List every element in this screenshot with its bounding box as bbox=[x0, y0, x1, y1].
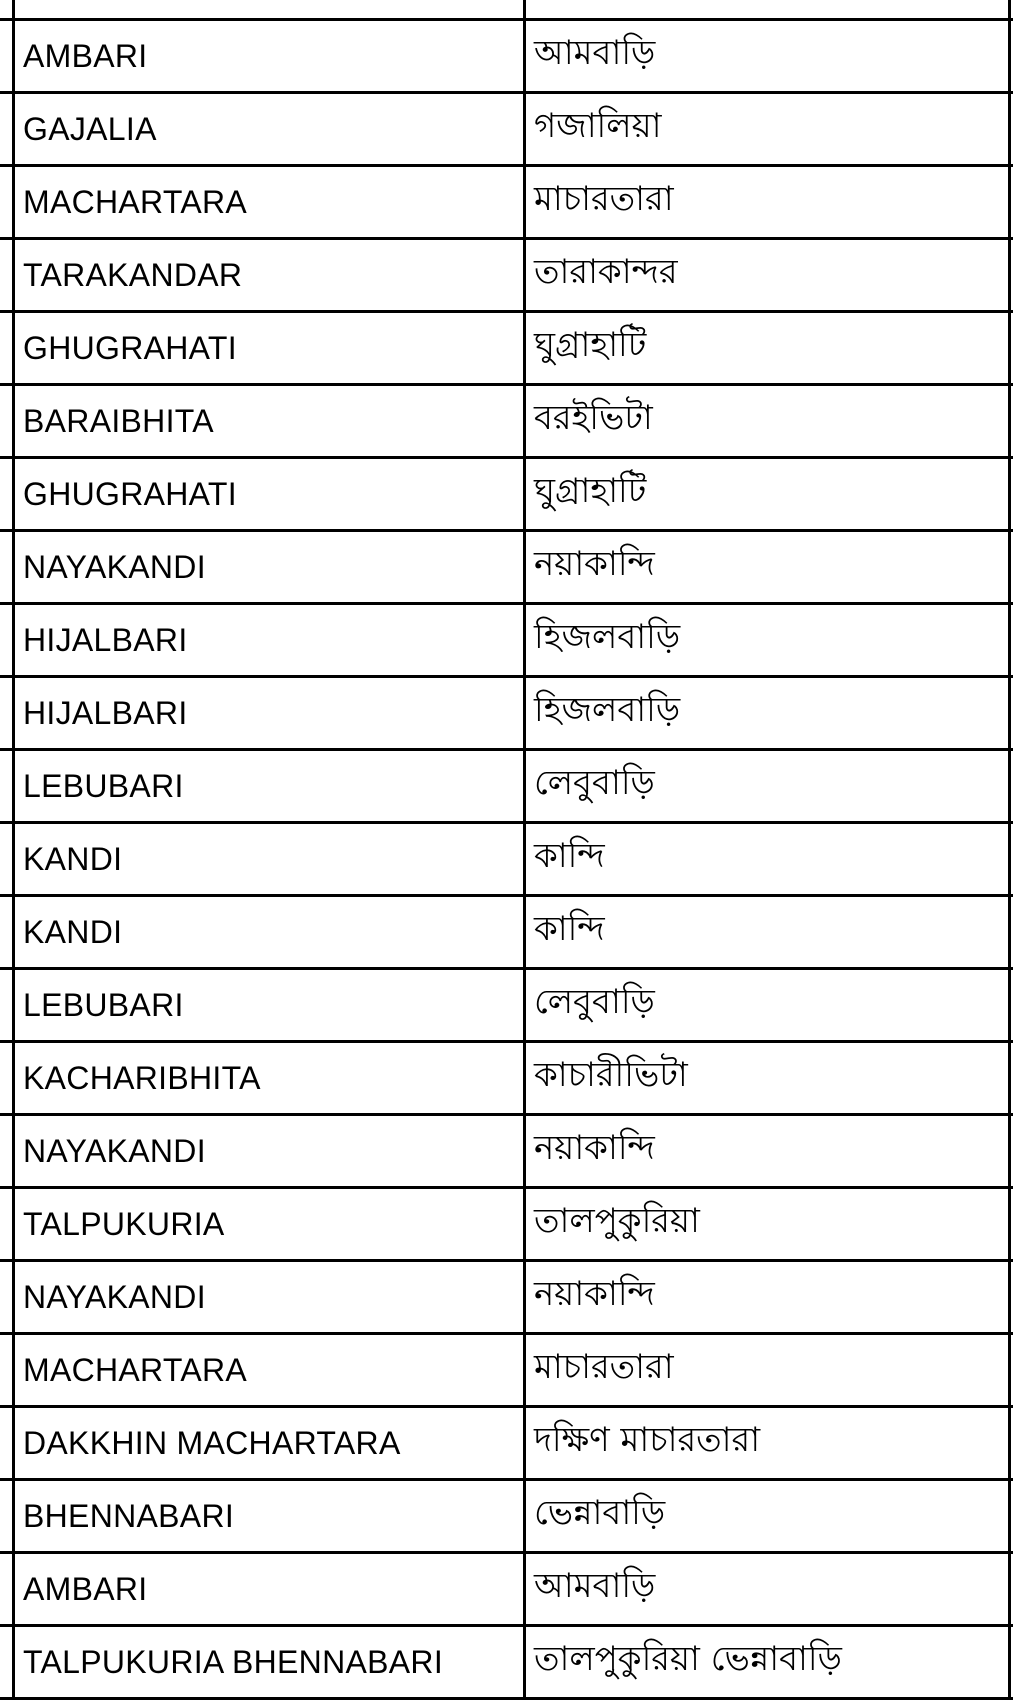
english-name-cell bbox=[14, 166, 525, 239]
table-row bbox=[0, 312, 1013, 385]
table-row bbox=[0, 969, 1013, 1042]
english-name-text: LEBUBARI bbox=[23, 986, 184, 1023]
bengali-name-text: হিজলবাড়ি bbox=[534, 690, 681, 730]
bengali-header-cell bbox=[525, 0, 1010, 20]
english-name-text: TALPUKURIA bbox=[23, 1205, 225, 1242]
bengali-name-text: ঘুগ্রাহাটি bbox=[534, 325, 647, 365]
left-edge-cell bbox=[0, 93, 14, 166]
bengali-name-cell bbox=[525, 1115, 1010, 1188]
english-name-text: DAKKHIN MACHARTARA bbox=[23, 1424, 401, 1461]
bengali-name-text: হিজলবাড়ি bbox=[534, 617, 681, 657]
bengali-name-cell bbox=[525, 385, 1010, 458]
bengali-name-text: কাচারীভিটা bbox=[534, 1055, 688, 1095]
bengali-name-cell bbox=[525, 896, 1010, 969]
left-edge-cell bbox=[0, 677, 14, 750]
table-row bbox=[0, 458, 1013, 531]
english-name-cell bbox=[14, 531, 525, 604]
table-row bbox=[0, 1626, 1013, 1699]
english-name-cell bbox=[14, 1626, 525, 1699]
bengali-name-cell bbox=[525, 93, 1010, 166]
english-name-text: HIJALBARI bbox=[23, 694, 188, 731]
right-edge-cell bbox=[1010, 896, 1013, 969]
bengali-name-text: তালপুকুরিয়া bbox=[534, 1201, 700, 1241]
english-name-text: NAYAKANDI bbox=[23, 1132, 206, 1169]
bengali-name-cell bbox=[525, 1261, 1010, 1334]
right-edge-cell bbox=[1010, 458, 1013, 531]
right-edge-cell bbox=[1010, 1042, 1013, 1115]
bengali-name-cell bbox=[525, 20, 1010, 93]
table-row bbox=[0, 1261, 1013, 1334]
bengali-name-cell bbox=[525, 312, 1010, 385]
left-edge-cell bbox=[0, 750, 14, 823]
left-edge-cell bbox=[0, 969, 14, 1042]
english-name-cell bbox=[14, 969, 525, 1042]
bengali-name-cell bbox=[525, 823, 1010, 896]
bengali-name-text: নয়াকান্দি bbox=[534, 1128, 655, 1168]
left-edge-cell bbox=[0, 385, 14, 458]
english-name-text: MACHARTARA bbox=[23, 183, 248, 220]
bengali-name-text: ঘুগ্রাহাটি bbox=[534, 471, 647, 511]
left-edge-cell bbox=[0, 1480, 14, 1553]
english-name-cell bbox=[14, 750, 525, 823]
table-row bbox=[0, 1334, 1013, 1407]
english-name-cell bbox=[14, 1480, 525, 1553]
bengali-name-text: দক্ষিণ মাচারতারা bbox=[534, 1420, 761, 1460]
english-name-text: BARAIBHITA bbox=[23, 402, 214, 439]
left-edge-cell bbox=[0, 239, 14, 312]
english-name-cell bbox=[14, 458, 525, 531]
right-edge-cell bbox=[1010, 823, 1013, 896]
table-row bbox=[0, 1042, 1013, 1115]
bengali-name-cell bbox=[525, 1042, 1010, 1115]
bengali-name-text: ভেন্নাবাড়ি bbox=[534, 1493, 666, 1533]
left-edge-cell bbox=[0, 1626, 14, 1699]
left-edge-cell bbox=[0, 20, 14, 93]
bengali-name-cell bbox=[525, 604, 1010, 677]
bengali-name-cell bbox=[525, 677, 1010, 750]
left-edge-cell bbox=[0, 166, 14, 239]
right-edge-cell bbox=[1010, 1553, 1013, 1626]
right-edge-cell bbox=[1010, 677, 1013, 750]
table-row bbox=[0, 1553, 1013, 1626]
right-edge-cell bbox=[1010, 1407, 1013, 1480]
right-edge-cell bbox=[1010, 1334, 1013, 1407]
table-row bbox=[0, 93, 1013, 166]
right-edge-cell bbox=[1010, 1480, 1013, 1553]
right-edge-cell bbox=[1010, 531, 1013, 604]
bengali-name-text: গজালিয়া bbox=[534, 106, 662, 146]
bengali-name-cell bbox=[525, 239, 1010, 312]
english-name-cell bbox=[14, 823, 525, 896]
bengali-name-text: মাচারতারা bbox=[534, 1347, 674, 1387]
english-name-cell bbox=[14, 896, 525, 969]
english-name-cell bbox=[14, 1042, 525, 1115]
table-row bbox=[0, 896, 1013, 969]
english-name-cell bbox=[14, 1407, 525, 1480]
right-edge-cell bbox=[1010, 385, 1013, 458]
table-row bbox=[0, 166, 1013, 239]
bengali-name-cell bbox=[525, 750, 1010, 823]
english-name-text: KACHARIBHITA bbox=[23, 1059, 261, 1096]
english-name-cell bbox=[14, 312, 525, 385]
english-name-cell bbox=[14, 20, 525, 93]
bengali-name-text: তালপুকুরিয়া ভেন্নাবাড়ি bbox=[534, 1639, 842, 1679]
right-edge-cell bbox=[1010, 239, 1013, 312]
left-edge-cell bbox=[0, 458, 14, 531]
right-edge-cell bbox=[1010, 20, 1013, 93]
left-edge-cell bbox=[0, 1334, 14, 1407]
bengali-name-cell bbox=[525, 1334, 1010, 1407]
bengali-name-text: তারাকান্দর bbox=[534, 252, 678, 292]
left-edge-cell bbox=[0, 1115, 14, 1188]
right-edge-cell bbox=[1010, 750, 1013, 823]
english-name-cell bbox=[14, 239, 525, 312]
bengali-name-text: নয়াকান্দি bbox=[534, 1274, 655, 1314]
table-row bbox=[0, 385, 1013, 458]
table-row bbox=[0, 604, 1013, 677]
english-name-text: LEBUBARI bbox=[23, 767, 184, 804]
bengali-name-text: নয়াকান্দি bbox=[534, 544, 655, 584]
table-row bbox=[0, 20, 1013, 93]
bengali-name-text: আমবাড়ি bbox=[534, 33, 656, 73]
table-row bbox=[0, 750, 1013, 823]
english-name-text: HIJALBARI bbox=[23, 621, 188, 658]
english-name-text: BHENNABARI bbox=[23, 1497, 235, 1534]
right-edge-cell bbox=[1010, 969, 1013, 1042]
english-name-text: TALPUKURIA BHENNABARI bbox=[23, 1643, 444, 1680]
english-name-text: NAYAKANDI bbox=[23, 548, 206, 585]
table-row bbox=[0, 677, 1013, 750]
bengali-name-text: মাচারতারা bbox=[534, 179, 674, 219]
bengali-name-text: কান্দি bbox=[534, 836, 605, 876]
bengali-name-cell bbox=[525, 969, 1010, 1042]
bengali-name-text: বরইভিটা bbox=[534, 398, 653, 438]
right-edge-cell bbox=[1010, 1115, 1013, 1188]
english-name-text: TARAKANDAR bbox=[23, 256, 243, 293]
bengali-name-cell bbox=[525, 531, 1010, 604]
english-name-text: AMBARI bbox=[23, 1570, 148, 1607]
bengali-name-cell bbox=[525, 1188, 1010, 1261]
table-row bbox=[0, 239, 1013, 312]
bengali-name-cell bbox=[525, 458, 1010, 531]
bengali-name-text: লেবুবাড়ি bbox=[534, 763, 655, 803]
table-row bbox=[0, 823, 1013, 896]
english-name-text: NAYAKANDI bbox=[23, 1278, 206, 1315]
left-edge-cell bbox=[0, 604, 14, 677]
right-edge-cell bbox=[1010, 0, 1013, 20]
english-name-text: GHUGRAHATI bbox=[23, 475, 237, 512]
english-name-text: KANDI bbox=[23, 840, 123, 877]
bengali-name-cell bbox=[525, 1407, 1010, 1480]
left-edge-cell bbox=[0, 312, 14, 385]
left-edge-cell bbox=[0, 1553, 14, 1626]
bengali-name-text: লেবুবাড়ি bbox=[534, 982, 655, 1022]
table-row bbox=[0, 1407, 1013, 1480]
bengali-name-text: কান্দি bbox=[534, 909, 605, 949]
english-name-cell bbox=[14, 385, 525, 458]
english-name-cell bbox=[14, 93, 525, 166]
table-row bbox=[0, 531, 1013, 604]
bengali-name-cell bbox=[525, 166, 1010, 239]
table-row bbox=[0, 1188, 1013, 1261]
english-name-cell bbox=[14, 1115, 525, 1188]
english-name-text: GAJALIA bbox=[23, 110, 157, 147]
bengali-name-text: আমবাড়ি bbox=[534, 1566, 656, 1606]
english-name-cell bbox=[14, 677, 525, 750]
bengali-name-cell bbox=[525, 1553, 1010, 1626]
bengali-name-cell bbox=[525, 1626, 1010, 1699]
left-edge-cell bbox=[0, 531, 14, 604]
right-edge-cell bbox=[1010, 312, 1013, 385]
bengali-name-cell bbox=[525, 1480, 1010, 1553]
left-edge-cell bbox=[0, 1188, 14, 1261]
left-edge-cell bbox=[0, 896, 14, 969]
right-edge-cell bbox=[1010, 1188, 1013, 1261]
english-header-cell bbox=[14, 0, 525, 20]
right-edge-cell bbox=[1010, 93, 1013, 166]
table-header-remnant bbox=[0, 0, 1013, 20]
right-edge-cell bbox=[1010, 1261, 1013, 1334]
left-edge-cell bbox=[0, 0, 14, 20]
english-name-cell bbox=[14, 1553, 525, 1626]
left-edge-cell bbox=[0, 1261, 14, 1334]
left-edge-cell bbox=[0, 1407, 14, 1480]
english-name-text: MACHARTARA bbox=[23, 1351, 248, 1388]
english-name-cell bbox=[14, 1261, 525, 1334]
right-edge-cell bbox=[1010, 1626, 1013, 1699]
right-edge-cell bbox=[1010, 166, 1013, 239]
english-name-cell bbox=[14, 604, 525, 677]
left-edge-cell bbox=[0, 1042, 14, 1115]
right-edge-cell bbox=[1010, 604, 1013, 677]
english-name-text: GHUGRAHATI bbox=[23, 329, 237, 366]
english-name-text: AMBARI bbox=[23, 37, 148, 74]
english-name-cell bbox=[14, 1334, 525, 1407]
table-row bbox=[0, 1115, 1013, 1188]
left-edge-cell bbox=[0, 823, 14, 896]
english-name-cell bbox=[14, 1188, 525, 1261]
table-row bbox=[0, 1480, 1013, 1553]
english-name-text: KANDI bbox=[23, 913, 123, 950]
